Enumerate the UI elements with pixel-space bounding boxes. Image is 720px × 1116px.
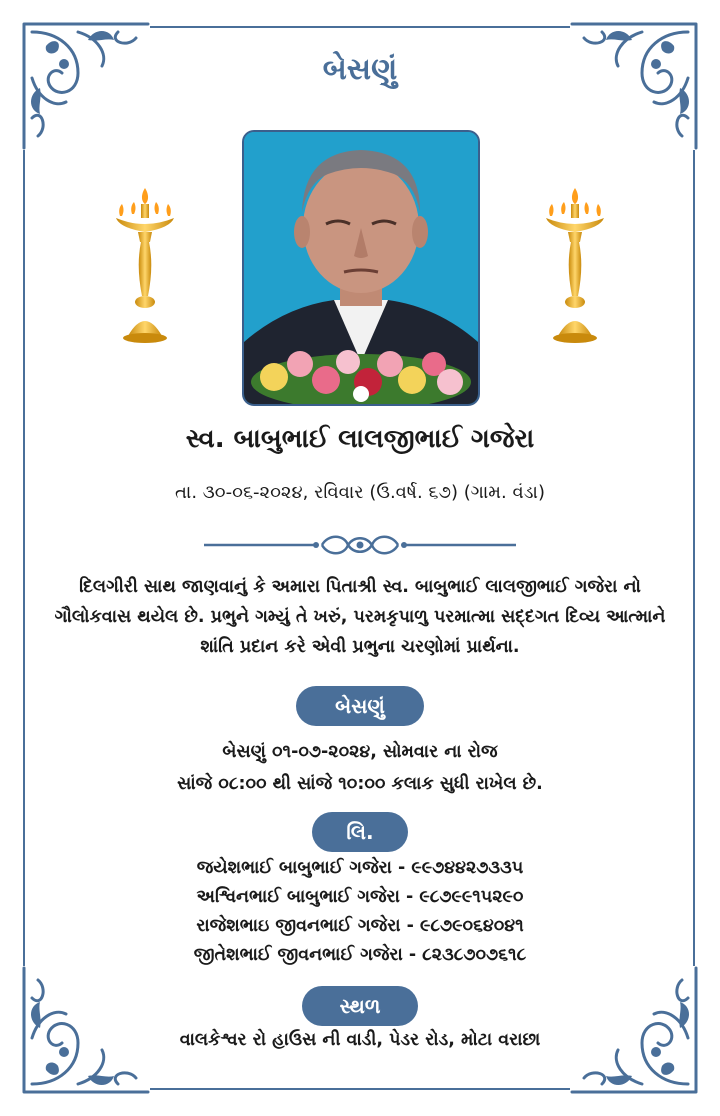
frame-right-line [693,150,695,966]
contact-item: રાજેશભાઇ જીવનભાઈ ગજેરા - ૯૮૭૯૦૬૪૦૪૧ [196,916,524,936]
besnu-line-2: સાંજે ૦૮:૦૦ થી સાંજે ૧૦:૦૦ કલાક સુધી રાખેલ છે. [177,774,543,794]
besnu-label-pill: બેસણું [296,686,424,726]
contact-item: અશ્વિનભાઈ બાબુભાઈ ગજેરા - ૯૮૭૯૯૧૫૨૯૦ [196,887,524,907]
li-label-pill: લિ. [312,812,408,852]
contact-item: જયેશભાઈ બાબુભાઈ ગજેરા - ૯૯૭૪૪૨૭૩૩૫ [196,858,524,878]
scroll-divider [204,532,516,558]
diya-lamp-icon-left [110,186,180,346]
besnu-line-1: બેસણું ૦૧-૦૭-૨૦૨૪, સોમવાર ના રોજ [222,742,498,762]
venue-label-pill: સ્થળ [302,986,418,1026]
diya-lamp-icon-right [540,186,610,346]
besnu-details [0,736,720,800]
floral-corner-ornament-bottom-left [18,948,168,1098]
deceased-name: સ્વ. બાબુભાઈ લાલજીભાઈ ગજેરા [185,424,535,454]
frame-bottom-line [150,1088,570,1090]
floral-corner-ornament-bottom-right [552,948,702,1098]
deceased-details: તા. ૩૦-૦૬-૨૦૨૪, રવિવાર (ઉ.વર્ષ. ૬૭) (ગામ. વંડા) [175,482,545,503]
venue-address: વાલકેશ્વર રો હાઉસ ની વાડી, પેડર રોડ, મોટા વરાછા [179,1030,541,1050]
contact-item: જીતેશભાઈ જીવનભાઈ ગજેરા - ૮૨૩૮૭૦૭૬૧૮ [193,945,527,965]
contacts-list [0,854,720,970]
portrait-photo [242,130,480,406]
page-title: બેસણું [322,52,398,87]
portrait-illustration [244,132,478,404]
condolence-message: દિલગીરી સાથ જાણવાનું કે અમારા પિતાશ્રી સ્વ. બાબુભાઈ લાલજીભાઈ ગજેરા નો ગૌલોકવાસ થયેલ છે. પ્રભુને ગમ્યું તે ખરું, પરમકૃપાળુ પરમાત્મા સદ્દગત દિવ્ય આત્માને શાંતિ પ્રદાન કરે એવી પ્રભુના ચરણોમાં પ્રાર્થના. [54,577,666,657]
floral-corner-ornament-top-left [18,18,168,168]
frame-left-line [23,150,25,966]
frame-top-line [150,26,570,28]
floral-corner-ornament-top-right [552,18,702,168]
